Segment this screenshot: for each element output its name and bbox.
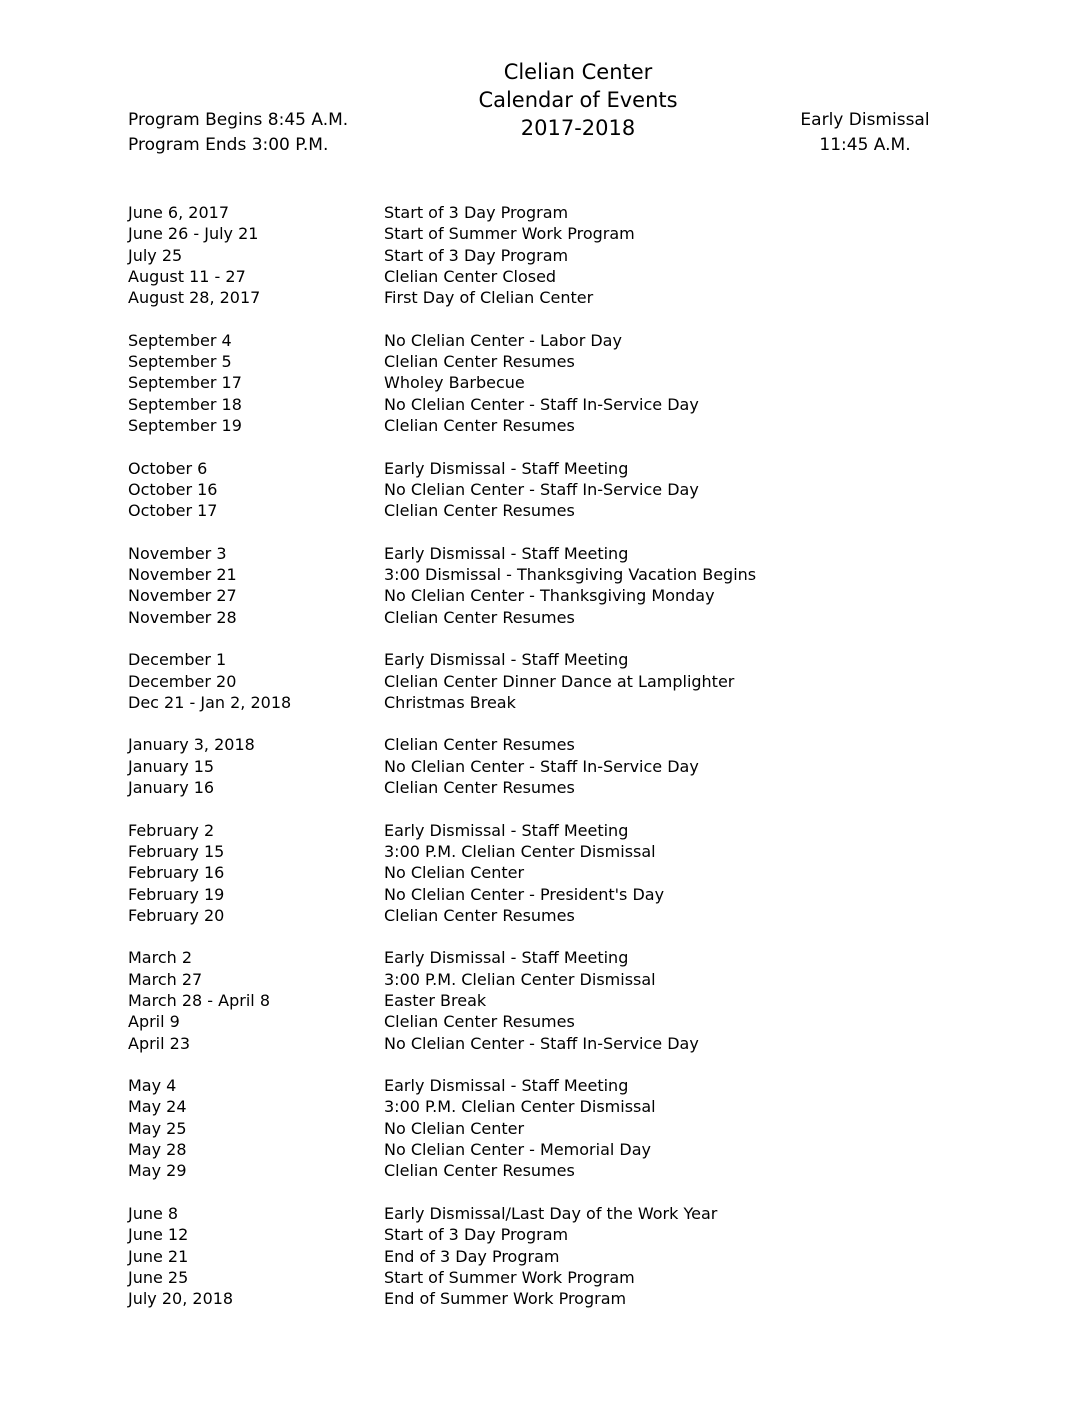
event-date: August 11 - 27 bbox=[128, 266, 246, 286]
event-date: November 27 bbox=[128, 586, 237, 606]
event-row bbox=[128, 1160, 928, 1181]
event-row bbox=[128, 202, 928, 223]
event-description: No Clelian Center - Thanksgiving Monday bbox=[384, 586, 715, 606]
event-description: Early Dismissal - Staff Meeting bbox=[384, 458, 629, 478]
event-description: Clelian Center Resumes bbox=[384, 607, 575, 627]
program-hours bbox=[128, 108, 348, 158]
event-date: June 26 - July 21 bbox=[128, 224, 259, 244]
event-row bbox=[128, 1118, 928, 1139]
event-date: February 15 bbox=[128, 841, 225, 861]
event-row bbox=[128, 372, 928, 393]
event-description: Christmas Break bbox=[384, 692, 516, 712]
event-date: July 25 bbox=[128, 245, 183, 265]
early-dismissal-label: Early Dismissal bbox=[800, 110, 930, 130]
event-row bbox=[128, 330, 928, 351]
event-row bbox=[128, 564, 928, 585]
event-description: Start of 3 Day Program bbox=[384, 245, 569, 265]
event-row bbox=[128, 841, 928, 862]
event-date: June 12 bbox=[128, 1225, 189, 1245]
event-description: No Clelian Center - Staff In-Service Day bbox=[384, 1033, 699, 1053]
page-header bbox=[0, 58, 1088, 168]
event-description: Early Dismissal - Staff Meeting bbox=[384, 543, 629, 563]
event-description: No Clelian Center bbox=[384, 863, 525, 883]
event-description: No Clelian Center - Staff In-Service Day bbox=[384, 479, 699, 499]
event-description: Clelian Center Resumes bbox=[384, 735, 575, 755]
event-row bbox=[128, 671, 928, 692]
event-date: April 9 bbox=[128, 1012, 180, 1032]
event-description: 3:00 P.M. Clelian Center Dismissal bbox=[384, 841, 656, 861]
event-description: Early Dismissal/Last Day of the Work Year bbox=[384, 1203, 718, 1223]
program-ends-text: Program Ends 3:00 P.M. bbox=[128, 135, 329, 155]
event-date: January 16 bbox=[128, 778, 215, 798]
event-description: Start of 3 Day Program bbox=[384, 1225, 569, 1245]
event-description: Clelian Center Resumes bbox=[384, 1012, 575, 1032]
event-date: September 5 bbox=[128, 352, 232, 372]
event-date: September 4 bbox=[128, 330, 232, 350]
event-date: October 16 bbox=[128, 479, 218, 499]
event-description: Clelian Center Dinner Dance at Lamplighter bbox=[384, 671, 735, 691]
event-description: Clelian Center Resumes bbox=[384, 352, 575, 372]
event-date: September 17 bbox=[128, 373, 242, 393]
event-row bbox=[128, 415, 928, 436]
event-description: No Clelian Center - Staff In-Service Day bbox=[384, 756, 699, 776]
event-description: Clelian Center Resumes bbox=[384, 415, 575, 435]
event-description: 3:00 Dismissal - Thanksgiving Vacation Begins bbox=[384, 565, 757, 585]
event-date: November 21 bbox=[128, 565, 237, 585]
event-row bbox=[128, 777, 928, 798]
event-row bbox=[128, 820, 928, 841]
event-date: June 6, 2017 bbox=[128, 203, 229, 222]
event-description: No Clelian Center - Memorial Day bbox=[384, 1140, 651, 1160]
event-row bbox=[128, 884, 928, 905]
event-description: End of 3 Day Program bbox=[384, 1246, 560, 1266]
event-row bbox=[128, 479, 928, 500]
title-line-2: Calendar of Events bbox=[478, 88, 678, 112]
title-line-1: Clelian Center bbox=[503, 60, 653, 84]
event-date: May 4 bbox=[128, 1076, 177, 1096]
event-row bbox=[128, 1203, 928, 1224]
event-row bbox=[128, 266, 928, 287]
event-row bbox=[128, 394, 928, 415]
event-row bbox=[128, 990, 928, 1011]
event-row bbox=[128, 1288, 928, 1309]
event-date: January 15 bbox=[128, 756, 215, 776]
event-date: February 2 bbox=[128, 820, 215, 840]
event-row bbox=[128, 1224, 928, 1245]
event-description: Start of 3 Day Program bbox=[384, 203, 569, 222]
event-date: November 3 bbox=[128, 543, 227, 563]
event-description: Easter Break bbox=[384, 990, 487, 1010]
event-description: 3:00 P.M. Clelian Center Dismissal bbox=[384, 969, 656, 989]
event-row bbox=[128, 969, 928, 990]
event-date: May 25 bbox=[128, 1118, 187, 1138]
event-row bbox=[128, 543, 928, 564]
event-group bbox=[128, 458, 928, 522]
event-description: Early Dismissal - Staff Meeting bbox=[384, 948, 629, 968]
event-date: December 20 bbox=[128, 671, 237, 691]
event-description: No Clelian Center bbox=[384, 1118, 525, 1138]
event-group bbox=[128, 1203, 928, 1309]
event-row bbox=[128, 500, 928, 521]
event-row bbox=[128, 351, 928, 372]
event-row bbox=[128, 1096, 928, 1117]
event-row bbox=[128, 1075, 928, 1096]
event-row bbox=[128, 287, 928, 308]
event-date: May 29 bbox=[128, 1161, 187, 1181]
event-date: February 20 bbox=[128, 905, 225, 925]
event-row bbox=[128, 756, 928, 777]
event-group bbox=[128, 649, 928, 713]
event-date: November 28 bbox=[128, 607, 237, 627]
event-description: 3:00 P.M. Clelian Center Dismissal bbox=[384, 1097, 656, 1117]
event-date: June 8 bbox=[128, 1203, 179, 1223]
event-description: Start of Summer Work Program bbox=[384, 224, 635, 244]
event-row bbox=[128, 223, 928, 244]
event-description: Early Dismissal - Staff Meeting bbox=[384, 820, 629, 840]
event-group bbox=[128, 1075, 928, 1181]
title-line-3: 2017-2018 bbox=[520, 116, 636, 140]
event-date: March 28 - April 8 bbox=[128, 990, 270, 1010]
event-date: May 24 bbox=[128, 1097, 187, 1117]
event-date: September 18 bbox=[128, 394, 242, 414]
event-date: April 23 bbox=[128, 1033, 191, 1053]
early-dismissal-info bbox=[790, 108, 940, 158]
event-description: Clelian Center Resumes bbox=[384, 905, 575, 925]
event-group bbox=[128, 202, 928, 308]
event-date: June 25 bbox=[128, 1267, 189, 1287]
event-description: Start of Summer Work Program bbox=[384, 1267, 635, 1287]
event-date: October 17 bbox=[128, 501, 218, 521]
event-row bbox=[128, 905, 928, 926]
event-row bbox=[128, 1267, 928, 1288]
event-date: August 28, 2017 bbox=[128, 288, 261, 308]
event-description: Clelian Center Resumes bbox=[384, 778, 575, 798]
event-row bbox=[128, 649, 928, 670]
event-date: February 16 bbox=[128, 863, 225, 883]
event-row bbox=[128, 458, 928, 479]
event-group bbox=[128, 330, 928, 436]
event-date: September 19 bbox=[128, 415, 242, 435]
event-row bbox=[128, 607, 928, 628]
event-date: July 20, 2018 bbox=[128, 1289, 234, 1309]
event-description: First Day of Clelian Center bbox=[384, 288, 594, 308]
event-description: End of Summer Work Program bbox=[384, 1289, 627, 1309]
event-row bbox=[128, 585, 928, 606]
event-row bbox=[128, 947, 928, 968]
event-group bbox=[128, 734, 928, 798]
event-group bbox=[128, 947, 928, 1053]
events-list bbox=[128, 202, 928, 1331]
event-description: Clelian Center Resumes bbox=[384, 1161, 575, 1181]
page-title bbox=[378, 58, 778, 142]
event-row bbox=[128, 692, 928, 713]
event-description: No Clelian Center - Staff In-Service Day bbox=[384, 394, 699, 414]
event-description: Wholey Barbecue bbox=[384, 373, 525, 393]
event-date: March 27 bbox=[128, 969, 203, 989]
event-row bbox=[128, 1139, 928, 1160]
event-date: February 19 bbox=[128, 884, 225, 904]
event-group bbox=[128, 543, 928, 628]
event-description: Clelian Center Closed bbox=[384, 266, 557, 286]
early-dismissal-time: 11:45 A.M. bbox=[819, 135, 911, 155]
event-description: Early Dismissal - Staff Meeting bbox=[384, 650, 629, 670]
event-row bbox=[128, 1246, 928, 1267]
event-description: Early Dismissal - Staff Meeting bbox=[384, 1076, 629, 1096]
event-row bbox=[128, 734, 928, 755]
event-group bbox=[128, 820, 928, 926]
event-date: June 21 bbox=[128, 1246, 189, 1266]
event-date: March 2 bbox=[128, 948, 193, 968]
event-date: October 6 bbox=[128, 458, 208, 478]
event-date: May 28 bbox=[128, 1140, 187, 1160]
event-description: No Clelian Center - Labor Day bbox=[384, 330, 622, 350]
event-row bbox=[128, 1011, 928, 1032]
event-row bbox=[128, 245, 928, 266]
event-row bbox=[128, 862, 928, 883]
event-row bbox=[128, 1033, 928, 1054]
program-begins-text: Program Begins 8:45 A.M. bbox=[128, 110, 349, 130]
event-description: Clelian Center Resumes bbox=[384, 501, 575, 521]
event-date: Dec 21 - Jan 2, 2018 bbox=[128, 692, 292, 712]
event-date: January 3, 2018 bbox=[128, 735, 255, 755]
event-description: No Clelian Center - President's Day bbox=[384, 884, 665, 904]
event-date: December 1 bbox=[128, 650, 227, 670]
